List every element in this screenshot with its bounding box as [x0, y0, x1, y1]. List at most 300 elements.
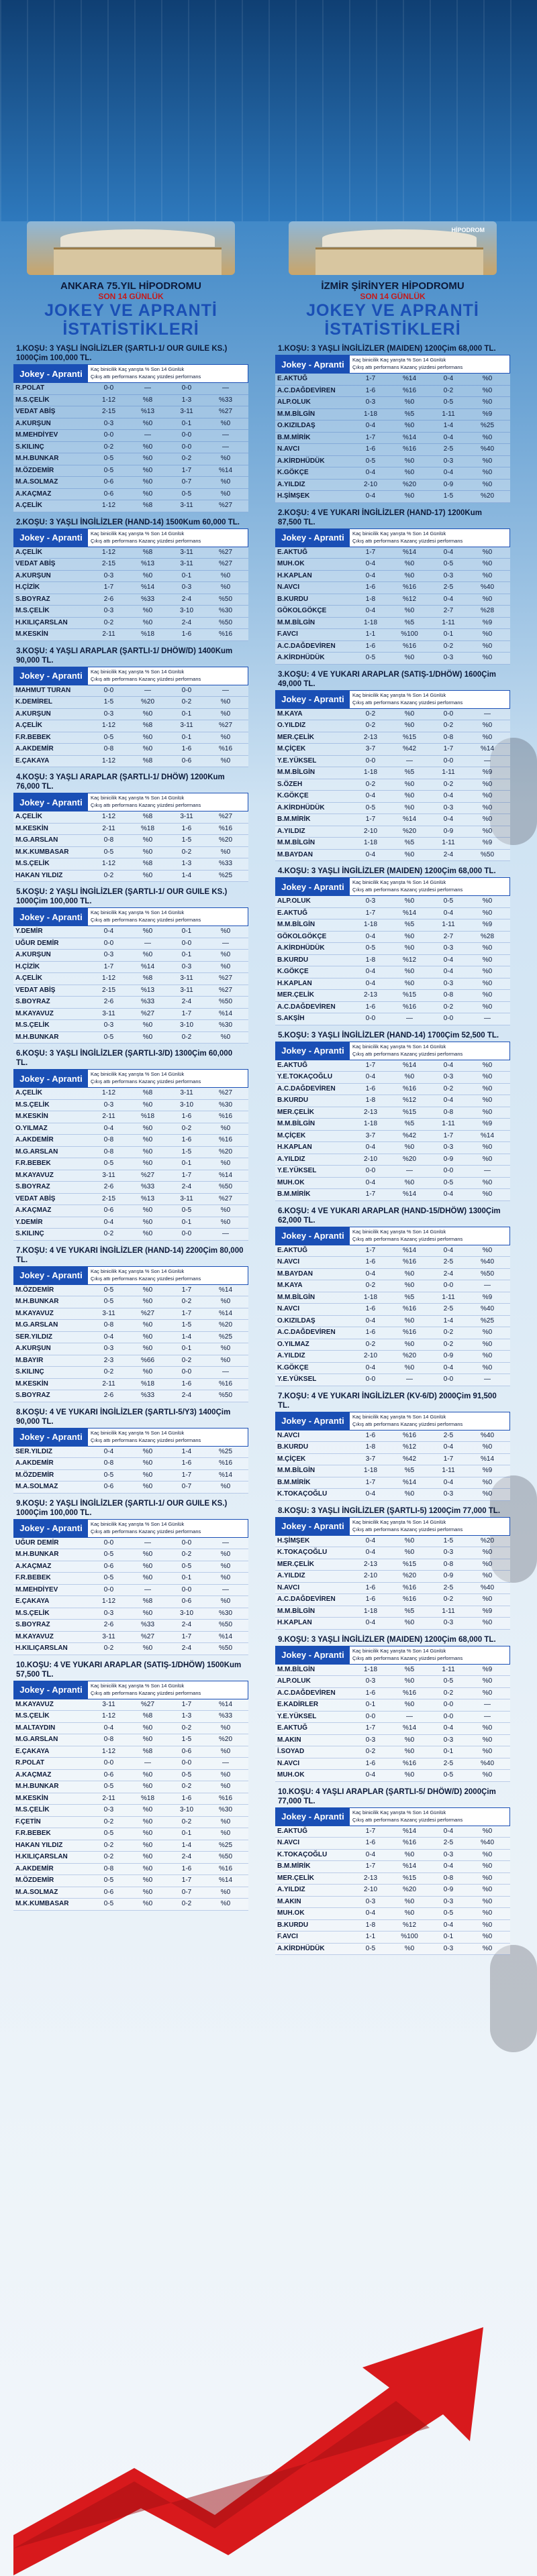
- stat-cell: %14: [480, 1131, 494, 1139]
- jockey-name: Y.E.YÜKSEL: [277, 757, 317, 765]
- stat-cell: 0-3: [443, 803, 454, 811]
- stat-cell: 0-3: [443, 654, 454, 661]
- jockey-name: M.M.BİLGİN: [277, 1467, 315, 1474]
- stat-cell: %28: [480, 932, 494, 940]
- stat-cell: %0: [482, 897, 493, 905]
- table-header: [13, 1428, 248, 1447]
- jockey-name: M.KAYA: [277, 1282, 303, 1289]
- table-row: [275, 1189, 510, 1201]
- stat-cell: %0: [482, 780, 493, 788]
- stat-cell: 1-12: [101, 396, 115, 404]
- stat-cell: %15: [402, 1874, 416, 1882]
- jockey-name: M.M.BİLGİN: [277, 839, 315, 846]
- jockey-name: M.H.BUNKAR: [15, 1298, 59, 1305]
- table-row: [13, 824, 248, 836]
- column-description: [88, 667, 248, 685]
- stat-cell: 0-3: [443, 1549, 454, 1556]
- jockey-name: R.POLAT: [15, 384, 45, 392]
- stat-cell: %20: [218, 1736, 232, 1743]
- stat-cell: 0-5: [443, 1771, 454, 1779]
- stat-cell: %14: [402, 1061, 416, 1069]
- jockey-name: A.C.DAĞDEVİREN: [277, 386, 336, 394]
- table-row: [275, 1606, 510, 1618]
- stat-cell: 0-4: [365, 1536, 376, 1545]
- stat-cell: 0-4: [365, 422, 376, 429]
- table-row: [275, 850, 510, 862]
- column-description-line: Kaç binicilik Kaç yarışta % Son 14 Günlük: [352, 691, 446, 698]
- table-row: [13, 571, 248, 583]
- stat-cell: 1-5: [181, 1736, 192, 1743]
- stat-cell: %42: [402, 1131, 416, 1139]
- stat-cell: %16: [218, 1113, 232, 1120]
- stat-cell: 1-7: [365, 1724, 376, 1732]
- column-description: [350, 529, 509, 547]
- jockey-name: M.ÇİÇEK: [277, 1131, 306, 1139]
- stat-cell: %0: [482, 1155, 493, 1163]
- column-description-line: Kaç binicilik Kaç yarışta % Son 14 Günlük: [91, 909, 185, 915]
- jokey-apranti-label: Jokey - Apranti: [276, 1412, 350, 1430]
- stat-cell: 0-9: [443, 1352, 454, 1359]
- jockey-name: H.KAPLAN: [277, 1619, 312, 1626]
- stat-cell: 2-10: [363, 480, 377, 488]
- stat-cell: 0-9: [443, 827, 454, 835]
- stat-cell: 0-5: [443, 1677, 454, 1685]
- stat-cell: %0: [482, 654, 493, 661]
- stat-cell: %0: [142, 1471, 153, 1479]
- race-block: [275, 343, 510, 503]
- jockey-name: MUH.OK: [277, 1909, 305, 1917]
- stat-cell: %40: [480, 1431, 494, 1439]
- stat-cell: %40: [480, 583, 494, 591]
- table-row: [13, 477, 248, 489]
- table-row: [13, 1367, 248, 1379]
- table-row: [275, 1060, 510, 1072]
- jockey-name: M.M.BİLGİN: [277, 410, 315, 418]
- stat-cell: %27: [218, 502, 232, 509]
- stat-cell: —: [484, 1701, 491, 1708]
- stat-cell: 0-4: [365, 1270, 376, 1278]
- jockey-name: H.KAPLAN: [277, 571, 312, 579]
- stat-cell: %0: [142, 1321, 153, 1329]
- stat-cell: 0-7: [181, 478, 192, 486]
- table-row: [275, 1897, 510, 1909]
- jockey-name: S.ÖZEH: [277, 780, 303, 788]
- stat-cell: 0-2: [365, 722, 376, 729]
- jockey-name: F.AVCI: [277, 630, 298, 638]
- stat-cell: 2-13: [363, 991, 377, 999]
- stat-cell: 0-2: [103, 1644, 114, 1652]
- table-row: [13, 1135, 248, 1147]
- table-row: [13, 1343, 248, 1355]
- jockey-name: M.KESKİN: [15, 1380, 48, 1388]
- column-description-line: Kaç binicilik Kaç yarışta % Son 14 Günlük: [352, 530, 446, 537]
- stat-cell: 2-6: [103, 998, 114, 1005]
- stat-cell: %0: [142, 1853, 153, 1860]
- table-row: [275, 409, 510, 421]
- stat-cell: 0-1: [181, 1574, 192, 1581]
- stat-cell: 0-5: [443, 560, 454, 567]
- stat-cell: %16: [218, 630, 232, 638]
- race-block: [275, 669, 510, 862]
- jockey-name: O.KIZILDAŞ: [277, 422, 315, 429]
- stat-cell: 0-5: [181, 1562, 192, 1570]
- table-header: [13, 907, 248, 926]
- stat-cell: 1-18: [363, 921, 377, 928]
- jockey-name: M.S.ÇELİK: [15, 860, 50, 867]
- stat-cell: 2-10: [363, 1155, 377, 1163]
- stat-cell: %14: [218, 466, 232, 474]
- stat-cell: 2-11: [102, 1794, 115, 1802]
- stat-cell: 0-3: [443, 1850, 454, 1858]
- stat-cell: %8: [142, 396, 153, 404]
- stat-cell: 0-3: [443, 1619, 454, 1626]
- stat-cell: %0: [482, 630, 493, 638]
- stat-cell: %0: [142, 1368, 153, 1376]
- stat-cell: %8: [142, 1089, 153, 1097]
- table-row: [275, 1908, 510, 1920]
- jockey-name: O.YILMAZ: [15, 1124, 48, 1132]
- table-row: [275, 1920, 510, 1932]
- stat-cell: 0-4: [443, 1097, 454, 1104]
- jockey-name: O.YILMAZ: [277, 1340, 309, 1348]
- table-row: [13, 1217, 248, 1229]
- jockey-name: MUH.OK: [277, 1771, 305, 1779]
- jockey-name: A.KURŞUN: [15, 419, 51, 427]
- table-row: [13, 835, 248, 847]
- stat-cell: %8: [142, 813, 153, 820]
- stat-cell: %0: [220, 1551, 231, 1558]
- stat-cell: 3-11: [180, 986, 193, 994]
- stat-cell: 0-0: [181, 384, 192, 392]
- stat-cell: %27: [218, 813, 232, 820]
- izmir-column: [275, 221, 510, 1955]
- jockey-name: MUH.OK: [277, 560, 305, 567]
- stat-cell: 1-5: [443, 492, 454, 500]
- stat-cell: 1-7: [365, 433, 376, 441]
- table-row: [275, 1084, 510, 1096]
- table-row: [13, 547, 248, 559]
- jockey-name: B.KURDU: [277, 956, 309, 964]
- jockey-name: M.M.BİLGİN: [277, 1120, 315, 1127]
- jockey-name: A.ÇELİK: [15, 502, 42, 509]
- stat-cell: 3-7: [365, 745, 376, 752]
- stat-cell: 3-11: [180, 502, 193, 509]
- stat-cell: %100: [401, 1933, 418, 1940]
- table-row: [13, 1009, 248, 1021]
- stat-cell: 1-18: [363, 839, 377, 846]
- table-row: [13, 1746, 248, 1758]
- stat-cell: %0: [142, 733, 153, 741]
- jokey-apranti-label: Jokey - Apranti: [276, 1042, 350, 1060]
- stat-cell: %0: [142, 1021, 153, 1029]
- table-row: [13, 811, 248, 824]
- stat-cell: 0-2: [443, 386, 454, 394]
- stat-cell: 1-12: [101, 757, 115, 765]
- table-row: [275, 571, 510, 583]
- column-description: [88, 1429, 248, 1446]
- race-list: [13, 343, 248, 1911]
- jockey-name: A.KİRDHÜDÜK: [277, 654, 325, 661]
- jockey-name: İ.SOYAD: [277, 1748, 305, 1755]
- stat-cell: %8: [142, 1712, 153, 1720]
- table-row: [275, 1442, 510, 1454]
- stat-cell: 0-4: [443, 469, 454, 476]
- table-row: [275, 966, 510, 978]
- stat-cell: %5: [404, 1607, 415, 1615]
- stat-cell: 0-4: [443, 1061, 454, 1069]
- stat-cell: 3-10: [179, 1806, 193, 1813]
- table-row: [13, 1699, 248, 1712]
- jockey-name: N.AVCI: [277, 1759, 300, 1767]
- stat-cell: 1-11: [442, 1607, 455, 1615]
- column-description: [350, 1227, 509, 1245]
- stat-cell: 0-2: [443, 1084, 454, 1093]
- jockey-name: E.ÇAKAYA: [15, 757, 50, 765]
- table-header: [13, 1069, 248, 1088]
- stat-cell: —: [406, 1712, 413, 1720]
- jockey-name: K.GÖKÇE: [277, 469, 309, 476]
- stat-cell: %5: [404, 618, 415, 626]
- stat-cell: %9: [482, 618, 493, 626]
- stat-cell: 1-7: [365, 1246, 376, 1254]
- stat-cell: %0: [220, 1598, 231, 1605]
- jockey-name: M.H.BUNKAR: [15, 1551, 59, 1558]
- stat-cell: %0: [142, 1771, 153, 1779]
- stat-cell: 0-1: [181, 1160, 192, 1167]
- table-row: [275, 1826, 510, 1838]
- stat-cell: 0-2: [365, 710, 376, 718]
- stat-cell: %16: [402, 1595, 416, 1603]
- table-row: [13, 395, 248, 407]
- stat-cell: 0-3: [103, 1806, 114, 1813]
- jockey-name: Y.E.YÜKSEL: [277, 1167, 317, 1174]
- stat-cell: 1-6: [365, 386, 376, 394]
- column-description: [350, 691, 509, 708]
- stat-cell: 1-3: [181, 1712, 192, 1720]
- jockey-name: A.ÇELİK: [15, 813, 42, 820]
- stat-cell: 0-3: [103, 1021, 114, 1029]
- stat-cell: 1-12: [101, 1089, 115, 1097]
- jockey-name: M.M.BİLGİN: [277, 921, 315, 928]
- stat-cell: 1-6: [365, 1305, 376, 1312]
- stat-cell: %0: [142, 1724, 153, 1732]
- jockey-name: S.BOYRAZ: [15, 1392, 50, 1399]
- jokey-apranti-label: Jokey - Apranti: [276, 1646, 350, 1664]
- stat-cell: 0-6: [181, 757, 192, 765]
- table-row: [275, 1838, 510, 1850]
- stat-cell: %16: [402, 1759, 416, 1767]
- stat-cell: %8: [142, 974, 153, 982]
- table-row: [13, 732, 248, 744]
- stat-cell: %0: [220, 1298, 231, 1305]
- column-description-line: Çıkış attı performans Kazanç yüzdesi performans: [352, 1655, 463, 1661]
- stat-cell: 1-6: [181, 824, 192, 832]
- table-header: [275, 1412, 510, 1431]
- stat-cell: 1-5: [181, 1321, 192, 1329]
- jockey-name: N.AVCI: [277, 1431, 300, 1439]
- table-row: [13, 926, 248, 938]
- stat-cell: %0: [220, 710, 231, 718]
- stat-cell: %30: [218, 1101, 232, 1109]
- stat-cell: %0: [404, 1317, 415, 1325]
- jockey-name: MER.ÇELİK: [277, 733, 314, 741]
- stat-cell: %14: [402, 1724, 416, 1732]
- table-row: [275, 1131, 510, 1143]
- stat-cell: 0-6: [103, 478, 114, 486]
- table-row: [13, 847, 248, 859]
- race-title: 8.KOŞU: 3 YAŞLI İNGİLİZLER (ŞARTLI-5) 1200Çim 77,000 TL.: [278, 1506, 501, 1515]
- stat-cell: 0-2: [443, 780, 454, 788]
- jockey-name: K.TOKAÇOĞLU: [277, 1490, 328, 1498]
- stats-heading-line2: İSTATİSTİKLERİ: [324, 320, 461, 339]
- stat-cell: 0-0: [103, 1585, 114, 1593]
- stat-cell: 1-6: [181, 1459, 192, 1467]
- stat-cell: 1-6: [365, 1084, 376, 1093]
- table-row: [275, 803, 510, 815]
- stat-cell: %0: [142, 1230, 153, 1237]
- column-description-line: Kaç binicilik Kaç yarışta % Son 14 Günlük: [352, 879, 446, 885]
- stat-cell: 2-3: [103, 1356, 114, 1364]
- column-description-line: Çıkış attı performans Kazanç yüzdesi performans: [91, 537, 201, 544]
- table-row: [275, 1536, 510, 1548]
- stat-cell: 0-6: [103, 490, 114, 498]
- stat-cell: %16: [402, 1431, 416, 1439]
- stat-cell: %0: [482, 956, 493, 964]
- race-title: 9.KOŞU: 2 YAŞLI İNGİLİZLER (ŞARTLI-1/ OUR GUILE KS.) 1000Çim 100,000 TL.: [16, 1499, 228, 1517]
- table-row: [13, 1194, 248, 1206]
- jockey-name: A.KİRDHÜDÜK: [277, 803, 325, 811]
- race-block: [275, 1205, 510, 1386]
- table-row: [13, 1158, 248, 1170]
- stat-cell: 3-7: [365, 1131, 376, 1139]
- stat-cell: %0: [482, 642, 493, 650]
- table-row: [275, 943, 510, 955]
- race-title: 6.KOŞU: 3 YAŞLI İNGİLİZLER (ŞARTLI-3/D) 1300Çim 60,000 TL.: [16, 1050, 233, 1067]
- stat-cell: %0: [220, 1817, 231, 1826]
- stat-cell: 0-0: [181, 1759, 192, 1767]
- jokey-apranti-label: Jokey - Apranti: [14, 1681, 88, 1699]
- table-row: [13, 1182, 248, 1194]
- jockey-name: Y.E.TOKAÇOĞLU: [277, 1073, 333, 1080]
- stat-cell: 0-8: [103, 1321, 114, 1329]
- stat-cell: %9: [482, 839, 493, 846]
- ankara-column: [13, 221, 248, 1911]
- stat-cell: 3-11: [102, 1632, 115, 1640]
- stat-cell: 1-5: [103, 698, 114, 706]
- jockey-name: F.R.BEBEK: [15, 1160, 51, 1167]
- jockey-name: HAKAN YILDIZ: [15, 871, 63, 879]
- jockey-name: A.KURŞUN: [15, 1345, 51, 1352]
- column-description: [88, 1267, 248, 1284]
- stat-cell: 0-0: [443, 1015, 454, 1022]
- stat-cell: 0-9: [443, 1886, 454, 1893]
- table-row: [13, 1285, 248, 1297]
- table-row: [275, 732, 510, 744]
- stat-cell: 0-4: [443, 1363, 454, 1371]
- stat-cell: %0: [404, 1701, 415, 1708]
- stat-cell: %0: [220, 419, 231, 427]
- stat-cell: 0-5: [181, 1771, 192, 1779]
- stat-cell: %0: [404, 1340, 415, 1348]
- stat-cell: %0: [142, 1207, 153, 1214]
- stat-cell: %0: [404, 1536, 415, 1545]
- table-header: [13, 667, 248, 685]
- stat-cell: %9: [482, 1120, 493, 1127]
- stat-cell: 0-5: [365, 457, 376, 465]
- stat-cell: 0-3: [181, 583, 192, 591]
- jockey-name: H.ŞİMŞEK: [277, 1536, 310, 1545]
- stat-cell: %0: [404, 1270, 415, 1278]
- stat-cell: %0: [482, 1619, 493, 1626]
- table-row: [275, 1583, 510, 1595]
- race-title: 3.KOŞU: 4 VE YUKARI ARAPLAR (SATIŞ-1/DHÖW) 1600Çim 49,000 TL.: [278, 670, 497, 688]
- stat-cell: 0-0: [443, 1376, 454, 1383]
- column-description: [88, 1681, 248, 1699]
- column-description-line: Çıkış attı performans Kazanç yüzdesi performans: [91, 1689, 201, 1696]
- table-row: [13, 720, 248, 732]
- stat-cell: %0: [482, 1363, 493, 1371]
- jockey-name: M.M.BİLGİN: [277, 618, 315, 626]
- table-row: [275, 1618, 510, 1630]
- jockey-name: A.AKDEMİR: [15, 1459, 54, 1467]
- jockey-name: M.KESKİN: [15, 1794, 48, 1802]
- jockey-name: A.YILDIZ: [277, 1352, 305, 1359]
- table-row: [13, 1817, 248, 1829]
- stat-cell: %0: [220, 757, 231, 765]
- jockey-name: B.M.MİRİK: [277, 816, 311, 823]
- stat-cell: %25: [218, 1333, 232, 1341]
- jockey-name: M.MEHDİYEV: [15, 1585, 58, 1593]
- stat-cell: 0-2: [181, 1298, 192, 1305]
- stat-cell: 1-11: [442, 921, 455, 928]
- stat-cell: %0: [404, 1282, 415, 1289]
- jockey-name: E.AKTUĞ: [277, 1061, 307, 1069]
- stat-cell: %0: [142, 571, 153, 579]
- jockey-name: A.C.DAĞDEVİREN: [277, 642, 336, 650]
- stat-cell: %0: [482, 816, 493, 823]
- stat-cell: 1-7: [443, 745, 454, 752]
- jockey-name: Y.E.YÜKSEL: [277, 1712, 317, 1720]
- table-row: [275, 1107, 510, 1119]
- stat-cell: 0-2: [103, 1841, 114, 1849]
- jockey-name: M.G.ARSLAN: [15, 1147, 58, 1156]
- stat-cell: %0: [482, 457, 493, 465]
- stat-cell: %0: [482, 991, 493, 999]
- stat-cell: 0-5: [103, 1783, 114, 1790]
- stat-cell: 0-1: [181, 951, 192, 958]
- stat-cell: %14: [402, 816, 416, 823]
- stat-cell: 0-0: [181, 1368, 192, 1376]
- stat-cell: 3-11: [102, 1009, 115, 1017]
- stat-cell: %0: [142, 1483, 153, 1490]
- jockey-name: M.S.ÇELİK: [15, 1021, 50, 1029]
- stat-cell: %16: [218, 1864, 232, 1872]
- stat-cell: 0-5: [103, 1551, 114, 1558]
- table-row: [275, 1339, 510, 1351]
- stat-cell: 0-5: [365, 803, 376, 811]
- jokey-apranti-label: Jokey - Apranti: [276, 1227, 350, 1245]
- stat-cell: %14: [402, 433, 416, 441]
- stat-cell: %16: [402, 1003, 416, 1011]
- stat-cell: %14: [218, 1877, 232, 1884]
- column-description-line: Kaç binicilik Kaç yarışta % Son 14 Günlük: [352, 1413, 446, 1420]
- stat-cell: 3-11: [180, 1089, 193, 1097]
- stat-cell: %0: [220, 571, 231, 579]
- stat-cell: 2-5: [443, 445, 454, 453]
- jockey-name: A.KURŞUN: [15, 951, 51, 958]
- jockey-name: VEDAT ABİŞ: [15, 560, 56, 567]
- jockey-name: S.BOYRAZ: [15, 998, 50, 1005]
